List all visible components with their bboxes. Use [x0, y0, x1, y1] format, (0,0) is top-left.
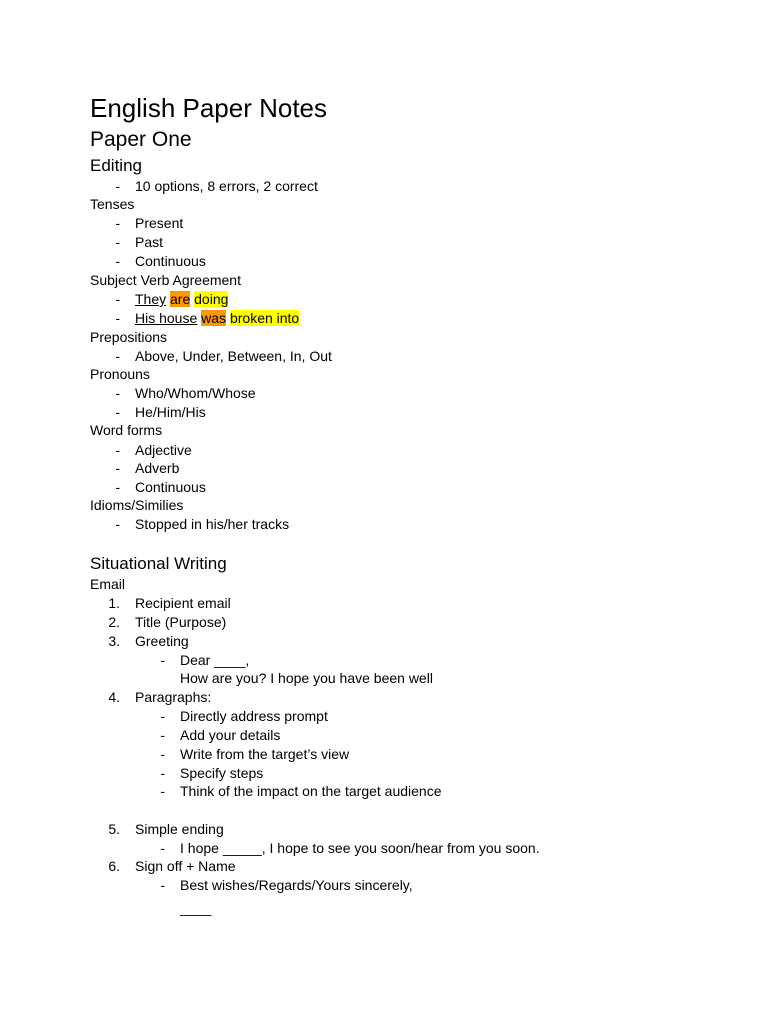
bullet-dash: -	[160, 765, 165, 781]
list-item-text: Adjective	[135, 442, 192, 458]
list-item-text: 10 options, 8 errors, 2 correct	[135, 178, 318, 194]
list-number: 1.	[108, 595, 120, 611]
bullet-dash: -	[160, 840, 165, 856]
bullet-dash: -	[115, 310, 120, 326]
list-item-text: Write from the target’s view	[180, 746, 350, 762]
list-number: 5.	[108, 821, 120, 837]
list-item-text: Stopped in his/her tracks	[135, 516, 290, 532]
list-number: 3.	[108, 633, 120, 649]
bullet-dash: -	[115, 215, 120, 231]
list-item-text: Add your details	[180, 727, 281, 743]
bullet-dash: -	[160, 727, 165, 743]
bullet-dash: -	[115, 253, 120, 269]
heading-tenses: Tenses	[90, 196, 135, 212]
bullet-dash: -	[160, 877, 165, 893]
list-item-text: Continuous	[135, 253, 206, 269]
sva-example	[135, 309, 299, 328]
bullet-dash: -	[115, 234, 120, 250]
bullet-dash: -	[115, 460, 120, 476]
list-number: 2.	[108, 614, 120, 630]
bullet-dash: -	[115, 178, 120, 194]
heading-pronouns: Pronouns	[90, 366, 150, 382]
list-item-text: Title (Purpose)	[135, 614, 227, 630]
bullet-dash: -	[160, 783, 165, 799]
list-item-text: Past	[135, 234, 164, 250]
list-number: 6.	[108, 858, 120, 874]
bullet-dash: -	[115, 479, 120, 495]
bullet-dash: -	[115, 516, 120, 532]
subject-text: His house	[135, 310, 198, 326]
document-title: English Paper Notes	[90, 93, 328, 123]
bullet-dash: -	[115, 348, 120, 364]
bullet-dash: -	[160, 652, 165, 668]
bullet-dash: -	[115, 404, 120, 420]
list-item-text: Think of the impact on the target audience	[180, 783, 442, 799]
list-number: 4.	[108, 689, 120, 705]
list-item-text: Best wishes/Regards/Yours sincerely,	[180, 877, 413, 893]
verb-highlight: are	[170, 291, 191, 307]
verb-highlight: was	[201, 310, 227, 326]
list-item-text: Recipient email	[135, 595, 231, 611]
list-item-text: Greeting	[135, 633, 189, 649]
list-item-text: Adverb	[135, 460, 180, 476]
list-item-text: Dear ____,	[180, 652, 250, 668]
heading-email: Email	[90, 576, 126, 592]
heading-paper-one: Paper One	[90, 128, 192, 151]
sva-example	[135, 290, 228, 309]
rest-highlight: doing	[194, 291, 229, 307]
list-item-text: Simple ending	[135, 821, 224, 837]
list-item-text: Above, Under, Between, In, Out	[135, 348, 332, 364]
list-item-text: Sign off + Name	[135, 858, 236, 874]
heading-editing: Editing	[90, 156, 142, 175]
list-item-text: Who/Whom/Whose	[135, 385, 256, 401]
heading-idioms: Idioms/Similies	[90, 497, 184, 513]
signoff-name-blank: ____	[180, 900, 212, 916]
list-item-text: I hope _____, I hope to see you soon/hear from you soon.	[180, 840, 540, 856]
continuation-text: How are you? I hope you have been well	[180, 670, 433, 686]
bullet-dash: -	[115, 442, 120, 458]
list-item-text: Present	[135, 215, 184, 231]
bullet-dash: -	[160, 746, 165, 762]
list-item-text: Paragraphs:	[135, 689, 212, 705]
subject-text: They	[135, 291, 167, 307]
list-item-text: Continuous	[135, 479, 206, 495]
list-item-text: Specify steps	[180, 765, 264, 781]
heading-word-forms: Word forms	[90, 422, 163, 438]
bullet-dash: -	[115, 385, 120, 401]
heading-subject-verb-agreement: Subject Verb Agreement	[90, 272, 241, 288]
heading-situational-writing: Situational Writing	[90, 554, 227, 573]
heading-prepositions: Prepositions	[90, 329, 168, 345]
list-item-text: Directly address prompt	[180, 708, 328, 724]
bullet-dash: -	[115, 291, 120, 307]
rest-highlight: broken into	[229, 310, 300, 326]
list-item-text: He/Him/His	[135, 404, 206, 420]
bullet-dash: -	[160, 708, 165, 724]
